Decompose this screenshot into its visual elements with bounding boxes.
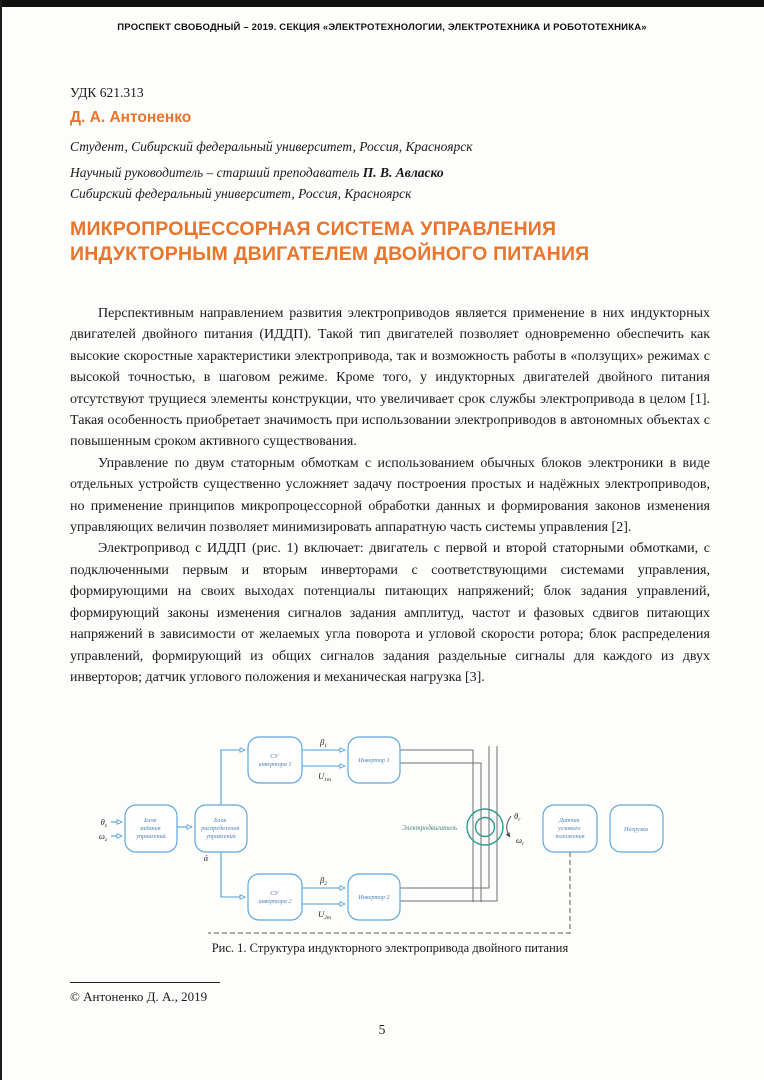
supervisor-affiliation: Сибирский федеральный университет, Россия, Красноярск <box>70 186 412 201</box>
figure-block-diagram <box>95 730 675 942</box>
supervisor-name: П. В. Авласко <box>362 165 444 180</box>
motor-icon <box>467 809 503 845</box>
load-label: Нагрузка <box>624 826 648 833</box>
scan-edge-top <box>0 0 764 7</box>
cs-inverter2-box <box>248 874 302 920</box>
signal-beta2: $\beta_2$ <box>320 875 327 887</box>
signal-beta1: $\beta_1$ <box>320 737 327 749</box>
power-wire-inv2-a <box>400 746 489 888</box>
cs-inverter1-box <box>248 737 302 783</box>
distribution-to-cs2-wire <box>221 852 245 897</box>
paper-title <box>70 217 710 267</box>
footnote-rule <box>70 982 220 983</box>
figure-caption: Рис. 1. Структура индукторного электропривода двойного питания <box>211 941 569 955</box>
author-affiliation: Студент, Сибирский федеральный университет, Россия, Красноярск <box>70 139 473 154</box>
power-wire-inv1-b <box>400 763 481 902</box>
body-text <box>70 303 710 688</box>
running-header: ПРОСПЕКТ СВОБОДНЫЙ – 2019. СЕКЦИЯ «ЭЛЕКТРОТЕХНОЛОГИИ, ЭЛЕКТРОТЕХНИКА И РОБОТОТЕХНИКА» <box>117 22 647 33</box>
supervisor-line <box>70 165 444 181</box>
setpoint-block-label: Блок задания управлений <box>136 817 166 840</box>
cs-inverter2-label: СУ инвертора 2 <box>258 890 292 905</box>
motor-outer-circle <box>467 809 503 845</box>
cs-inverter1-label: СУ инвертора 1 <box>258 753 292 768</box>
udk-code: УДК 621.313 <box>70 85 144 100</box>
inverter1-label: Инвертор 1 <box>358 757 390 764</box>
signal-feedback: ά <box>203 853 209 863</box>
paragraph: Управление по двум статорным обмоткам с использованием обычных блоков электроники в виде отдельных устройств существенно усложняет задачу построения простых и надёжных электроприводов, но применение принципов микропроцессорной обработки данных и формирования законов изменения управляющих величин позволяет минимизировать аппаратную часть системы управления [2]. <box>70 455 710 536</box>
scan-edge-left <box>0 0 2 1080</box>
signal-u2m: $U_{2m}$ <box>318 909 331 921</box>
power-wire-inv2-b <box>400 746 497 901</box>
rotation-arrow-icon <box>507 816 511 837</box>
motor-label: Электродвигатель <box>402 825 457 832</box>
paragraph: Перспективным направлением развития электроприводов является применение в них индукторных двигателей двойного питания (ИДДП). Такой тип двигателей позволяет одновременно обеспечить как высокие скоростные характеристики электропривода, так и возможность работы в «ползущих» режимах с высокой точностью, в шаговом режиме. Кроме того, у индукторных двигателей двойного питания отсутствуют трущиеся элементы конструкции, что увеличивает срок службы электропривода в целом [1]. Такая особенность приобретает значимость при использовании электроприводов в автономных объектах с повышенным сроком активного существования. <box>70 306 710 450</box>
copyright-line: © Антоненко Д. А., 2019 <box>70 989 208 1004</box>
position-sensor-label: Датчик углового положения <box>555 817 585 840</box>
signal-theta-out: $\theta_r$ <box>514 811 521 823</box>
power-wires <box>400 746 497 902</box>
paper-title-line1: МИКРОПРОЦЕССОРНАЯ СИСТЕМА УПРАВЛЕНИЯ <box>70 218 557 240</box>
signal-u1m: $U_{1m}$ <box>318 771 331 783</box>
signal-theta-in: $\theta_z$ <box>100 817 107 829</box>
paragraph: Электропривод с ИДДП (рис. 1) включает: двигатель с первой и второй статорными обмотками, с подключенными первым и вторым инверторами с соответствующими системами управления, формирующими на своих выходах потенциалы питающих напряжений; блок задания управлений, формирующий законы изменения сигналов задания амплитуд, частот и фазовых сдвигов питающих напряжений в зависимости от желаемых угла поворота и угловой скорости ротора; блок распределения управлений, формирующий из общих сигналов задания раздельные сигналы для каждого из двух инверторов; датчик углового положения и механическая нагрузка [3]. <box>70 541 710 685</box>
signal-omega-out: $\omega_r$ <box>516 835 525 847</box>
inverter2-label: Инвертор 2 <box>358 894 390 901</box>
signal-omega-in: $\omega_z$ <box>98 831 107 843</box>
author-name: Д. А. Антоненко <box>70 109 192 126</box>
distribution-block-label: Блок распределения управлений <box>201 817 240 840</box>
motor-inner-circle <box>476 818 495 837</box>
distribution-to-cs1-wire <box>221 750 245 805</box>
paper-title-line2: ИНДУКТОРНЫМ ДВИГАТЕЛЕМ ДВОЙНОГО ПИТАНИЯ <box>70 243 590 265</box>
page-number: 5 <box>378 1022 386 1037</box>
supervisor-prefix: Научный руководитель – старший преподаватель <box>70 165 363 180</box>
